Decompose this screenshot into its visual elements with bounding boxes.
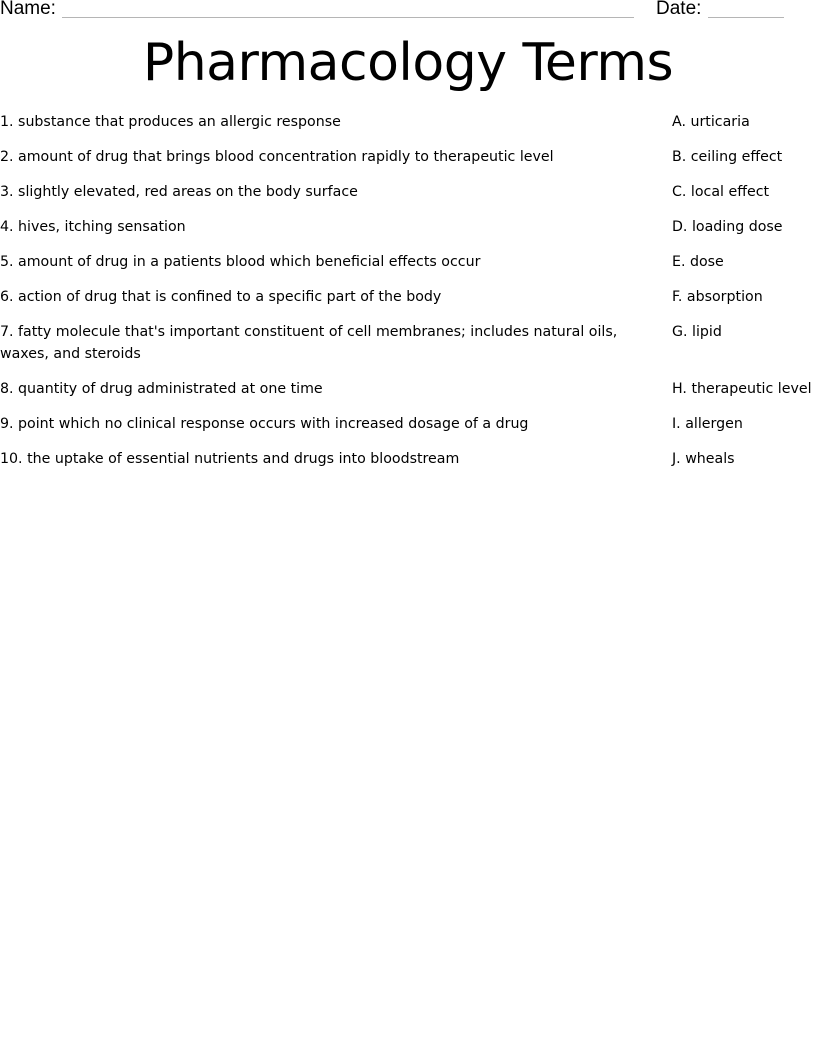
answer-option: A. urticaria [672,114,750,130]
matching-row [0,181,816,203]
clue-text: 3. slightly elevated, red areas on the body surface [0,184,358,200]
name-label: Name: [0,0,56,19]
answer-option: E. dose [672,254,724,270]
matching-row [0,448,816,470]
answer-option: G. lipid [672,324,722,340]
clue-text: 4. hives, itching sensation [0,219,186,235]
matching-row [0,321,816,365]
matching-row [0,286,816,308]
clue-text: 5. amount of drug in a patients blood which beneficial effects occur [0,254,481,270]
clue-text: 7. fatty molecule that's important constituent of cell membranes; includes natural oils, waxes, and steroids [0,324,618,362]
clue-text: 2. amount of drug that brings blood concentration rapidly to therapeutic level [0,149,554,165]
date-field-line [708,17,784,18]
matching-row [0,146,816,168]
date-label: Date: [656,0,702,19]
matching-row [0,413,816,435]
answer-option: H. therapeutic level [672,381,812,397]
clue-text: 9. point which no clinical response occurs with increased dosage of a drug [0,416,529,432]
clue-text: 8. quantity of drug administrated at one time [0,381,323,397]
answer-option: F. absorption [672,289,763,305]
clue-text: 10. the uptake of essential nutrients and drugs into bloodstream [0,451,460,467]
answer-option: D. loading dose [672,219,783,235]
matching-list [0,111,816,483]
answer-option: J. wheals [672,451,735,467]
answer-option: I. allergen [672,416,743,432]
page-title: Pharmacology Terms [142,33,674,93]
clue-text: 1. substance that produces an allergic response [0,114,341,130]
answer-option: B. ceiling effect [672,149,783,165]
answer-option: C. local effect [672,184,770,200]
name-field-line [62,17,634,18]
matching-row [0,251,816,273]
matching-row [0,216,816,238]
matching-row [0,378,816,400]
clue-text: 6. action of drug that is confined to a specific part of the body [0,289,442,305]
matching-row [0,111,816,133]
header [0,0,816,22]
